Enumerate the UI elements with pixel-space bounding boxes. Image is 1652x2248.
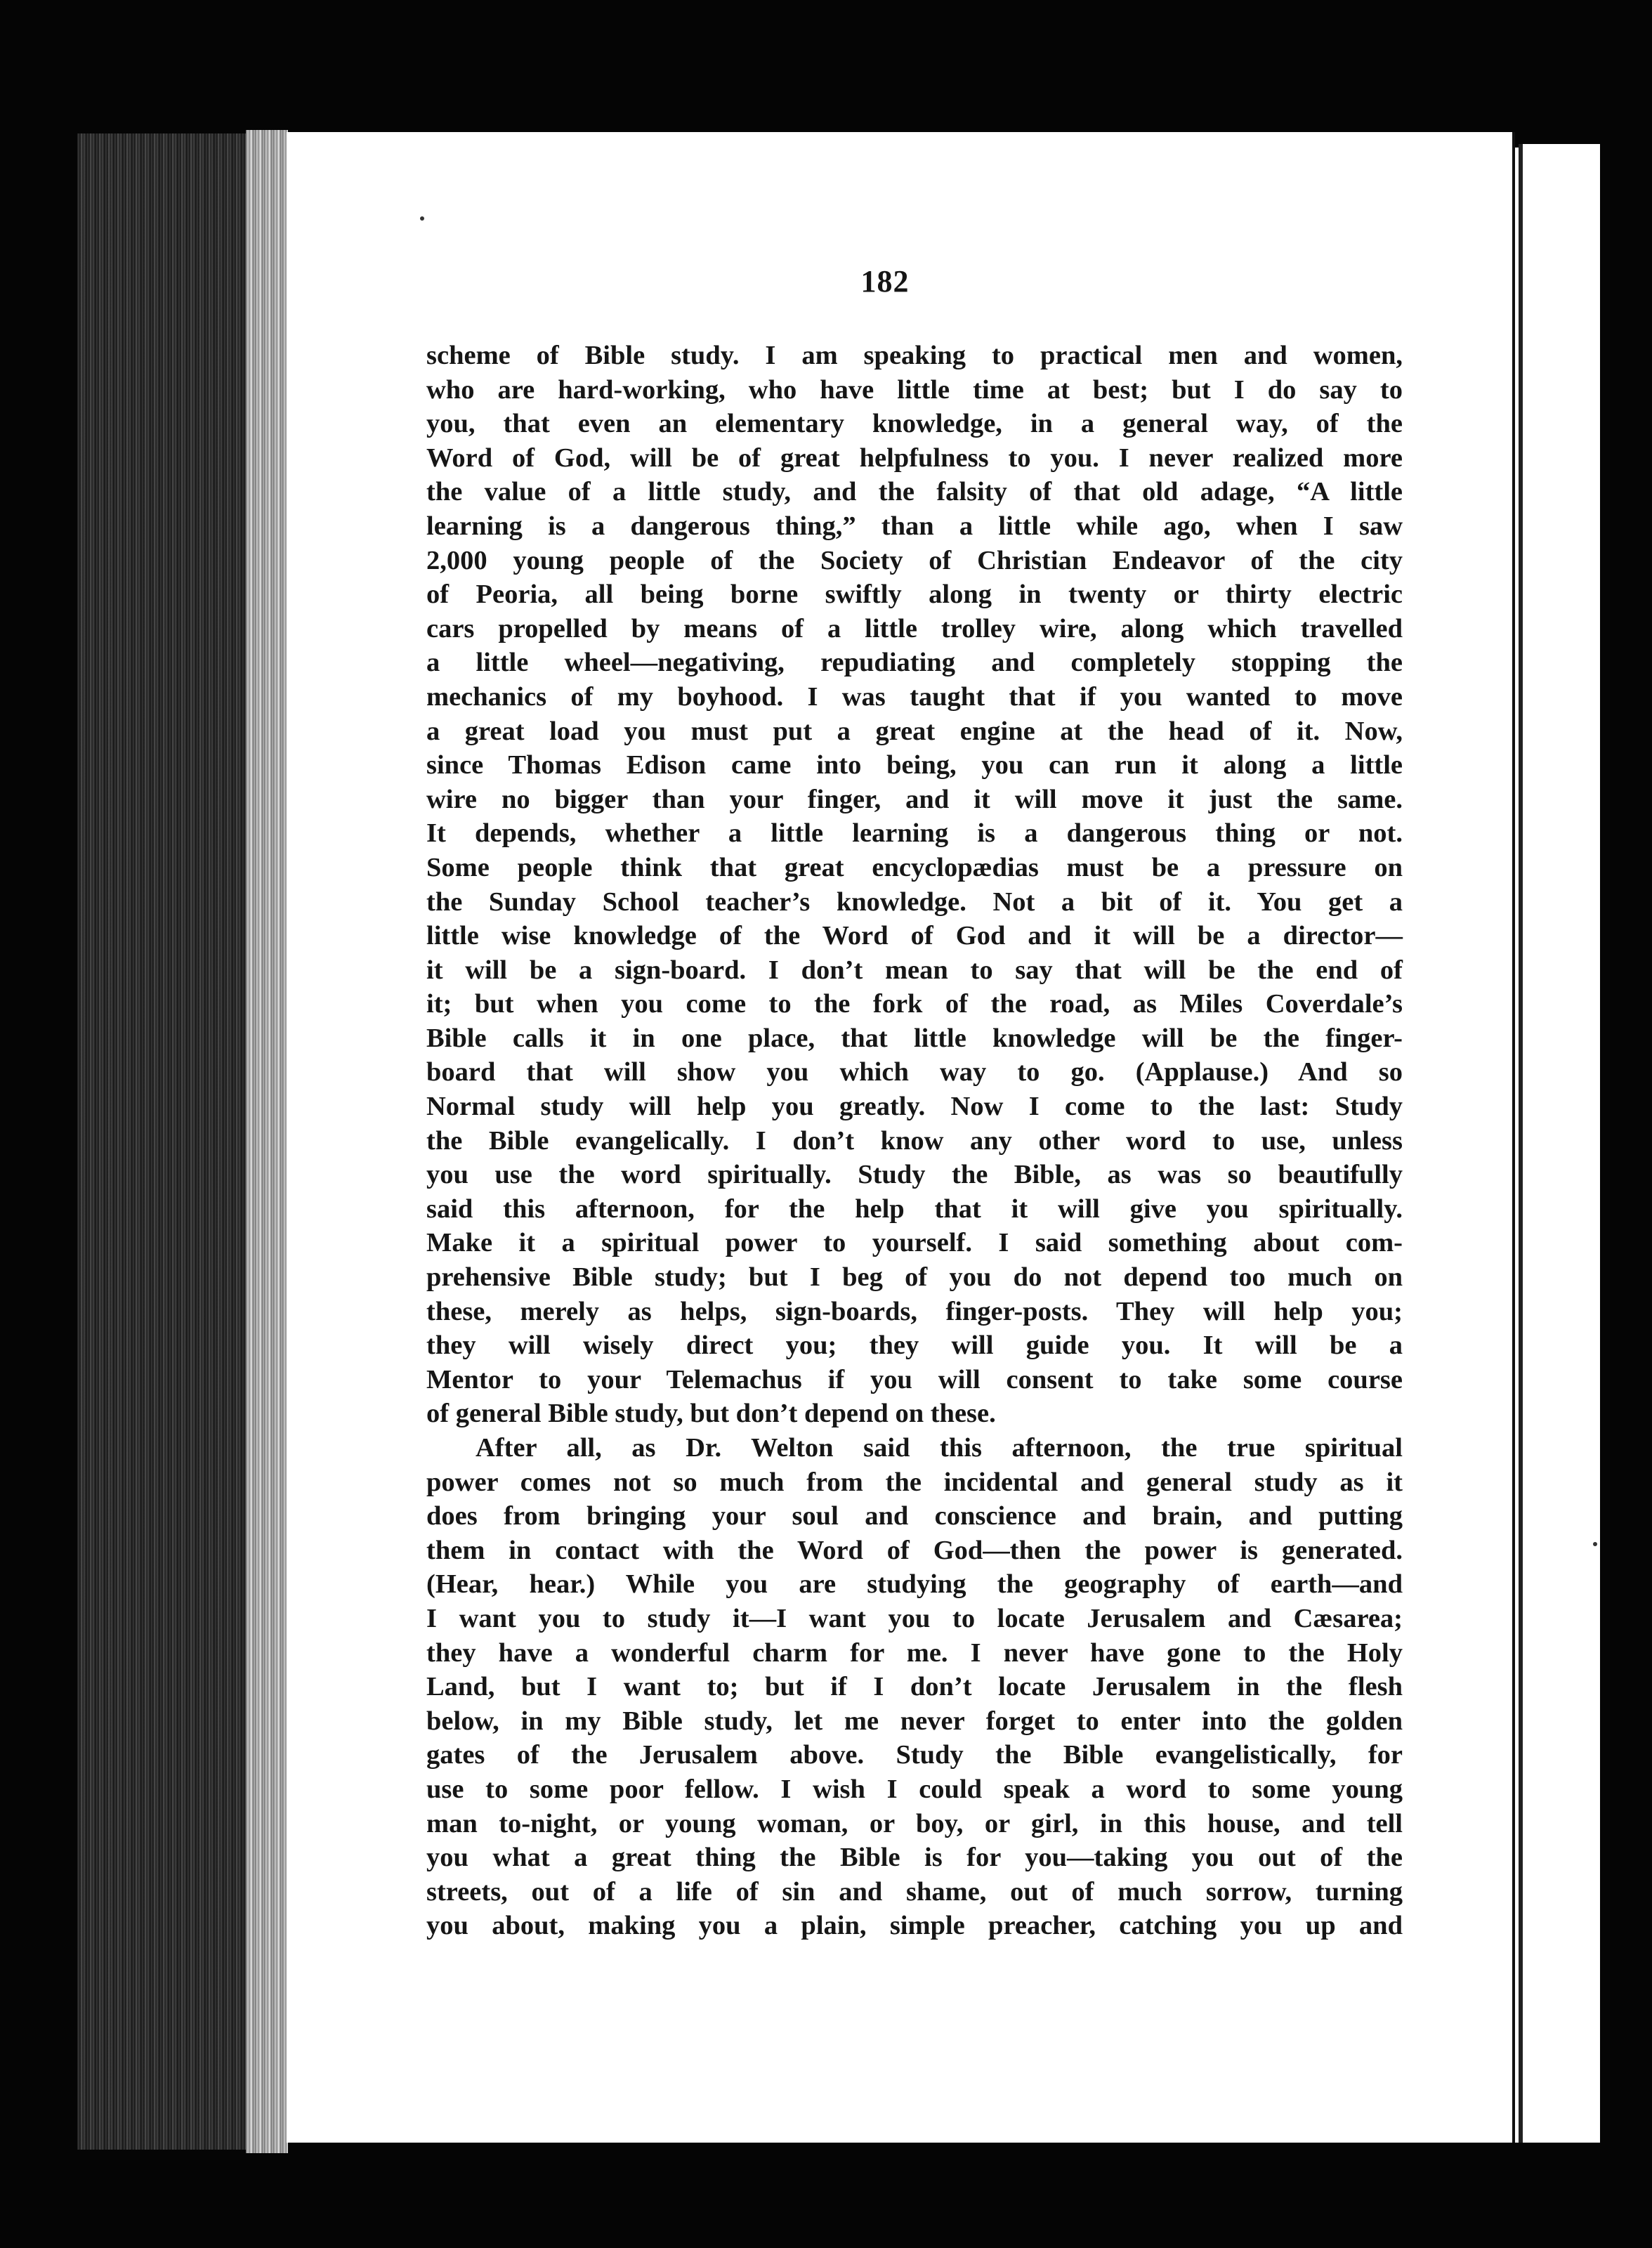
text-line: (Hear, hear.) While you are studying the geography of earth—and — [426, 1569, 1403, 1600]
text-line: below, in my Bible study, let me never forget to enter into the golden — [426, 1706, 1403, 1736]
speck-mark — [420, 216, 424, 221]
scan-frame-left — [0, 0, 77, 2248]
text-line: these, merely as helps, sign-boards, finger-posts. They will help you; — [426, 1296, 1403, 1326]
text-line: streets, out of a life of sin and shame, out of much sorrow, turning — [426, 1876, 1403, 1907]
text-line: they have a wonderful charm for me. I never have gone to the Holy — [426, 1638, 1403, 1668]
book-page-edges-highlight — [246, 130, 288, 2153]
text-line: does from bringing your soul and conscience and brain, and putting — [426, 1501, 1403, 1531]
text-line: who are hard-working, who have little time at best; but I do say to — [426, 374, 1403, 405]
text-line: little wise knowledge of the Word of God and it will be a director— — [426, 921, 1403, 951]
text-line: Make it a spiritual power to yourself. I said something about com- — [426, 1228, 1403, 1258]
text-line: learning is a dangerous thing,” than a little while ago, when I saw — [426, 511, 1403, 541]
text-line: the Bible evangelically. I don’t know any other word to use, unless — [426, 1125, 1403, 1156]
text-line: Normal study will help you greatly. Now I come to the last: Study — [426, 1092, 1403, 1122]
text-line: mechanics of my boyhood. I was taught that if you wanted to move — [426, 681, 1403, 712]
text-line: you, that even an elementary knowledge, in a general way, of the — [426, 409, 1403, 439]
text-line: it will be a sign-board. I don’t mean to say that will be the end of — [426, 955, 1403, 985]
text-line: a little wheel—negativing, repudiating and completely stopping the — [426, 648, 1403, 678]
scan-frame-top — [0, 0, 1652, 148]
speck-mark — [1593, 1542, 1597, 1546]
text-line: use to some poor fellow. I wish I could speak a word to some young — [426, 1774, 1403, 1804]
text-line: they will wisely direct you; they will guide you. It will be a — [426, 1331, 1403, 1361]
text-line: the Sunday School teacher’s knowledge. Not a bit of it. You get a — [426, 887, 1403, 917]
text-line: wire no bigger than your finger, and it will move it just the same. — [426, 784, 1403, 814]
text-line: a great load you must put a great engine at the head of it. Now, — [426, 716, 1403, 746]
text-line: Some people think that great encyclopædias must be a pressure on — [426, 852, 1403, 882]
text-line: you what a great thing the Bible is for you—taking you out of the — [426, 1843, 1403, 1873]
text-line: I want you to study it—I want you to locate Jerusalem and Cæsarea; — [426, 1603, 1403, 1633]
text-line: It depends, whether a little learning is a dangerous thing or not. — [426, 818, 1403, 849]
text-line: them in contact with the Word of God—then the power is generated. — [426, 1535, 1403, 1565]
text-line: cars propelled by means of a little trolley wire, along which travelled — [426, 613, 1403, 643]
text-line: After all, as Dr. Welton said this afternoon, the true spiritual — [476, 1433, 1403, 1463]
text-line: you about, making you a plain, simple preacher, catching you up and — [426, 1911, 1403, 1941]
text-line: you use the word spiritually. Study the Bible, as was so beautifully — [426, 1160, 1403, 1190]
text-line: Bible calls it in one place, that little knowledge will be the finger- — [426, 1023, 1403, 1053]
text-line: board that will show you which way to go. (Applause.) And so — [426, 1057, 1403, 1087]
scan-frame-bottom — [0, 2143, 1652, 2248]
text-line: power comes not so much from the incidental and general study as it — [426, 1467, 1403, 1497]
text-line: Mentor to your Telemachus if you will consent to take some course — [426, 1364, 1403, 1394]
facing-page — [1519, 144, 1600, 2143]
text-line: 2,000 young people of the Society of Christian Endeavor of the city — [426, 545, 1403, 575]
page-number: 182 — [860, 264, 910, 299]
scan-frame-right — [1596, 0, 1652, 2248]
text-line: scheme of Bible study. I am speaking to practical men and women, — [426, 341, 1403, 370]
text-line: man to-night, or young woman, or boy, or girl, in this house, and tell — [426, 1808, 1403, 1838]
text-line: since Thomas Edison came into being, you can run it along a little — [426, 750, 1403, 780]
text-line: Land, but I want to; but if I don’t locate Jerusalem in the flesh — [426, 1672, 1403, 1702]
text-line: prehensive Bible study; but I beg of you do not depend too much on — [426, 1262, 1403, 1293]
body-text — [426, 339, 1403, 1943]
text-line: of general Bible study, but don’t depend on these. — [426, 1399, 996, 1429]
text-line: it; but when you come to the fork of the road, as Miles Coverdale’s — [426, 989, 1403, 1019]
text-line: of Peoria, all being borne swiftly along in twenty or thirty electric — [426, 580, 1403, 610]
text-line: said this afternoon, for the help that it will give you spiritually. — [426, 1194, 1403, 1224]
text-line: the value of a little study, and the falsity of that old adage, “A little — [426, 477, 1403, 507]
text-line: Word of God, will be of great helpfulness to you. I never realized more — [426, 443, 1403, 473]
text-line: gates of the Jerusalem above. Study the Bible evangelistically, for — [426, 1740, 1403, 1770]
